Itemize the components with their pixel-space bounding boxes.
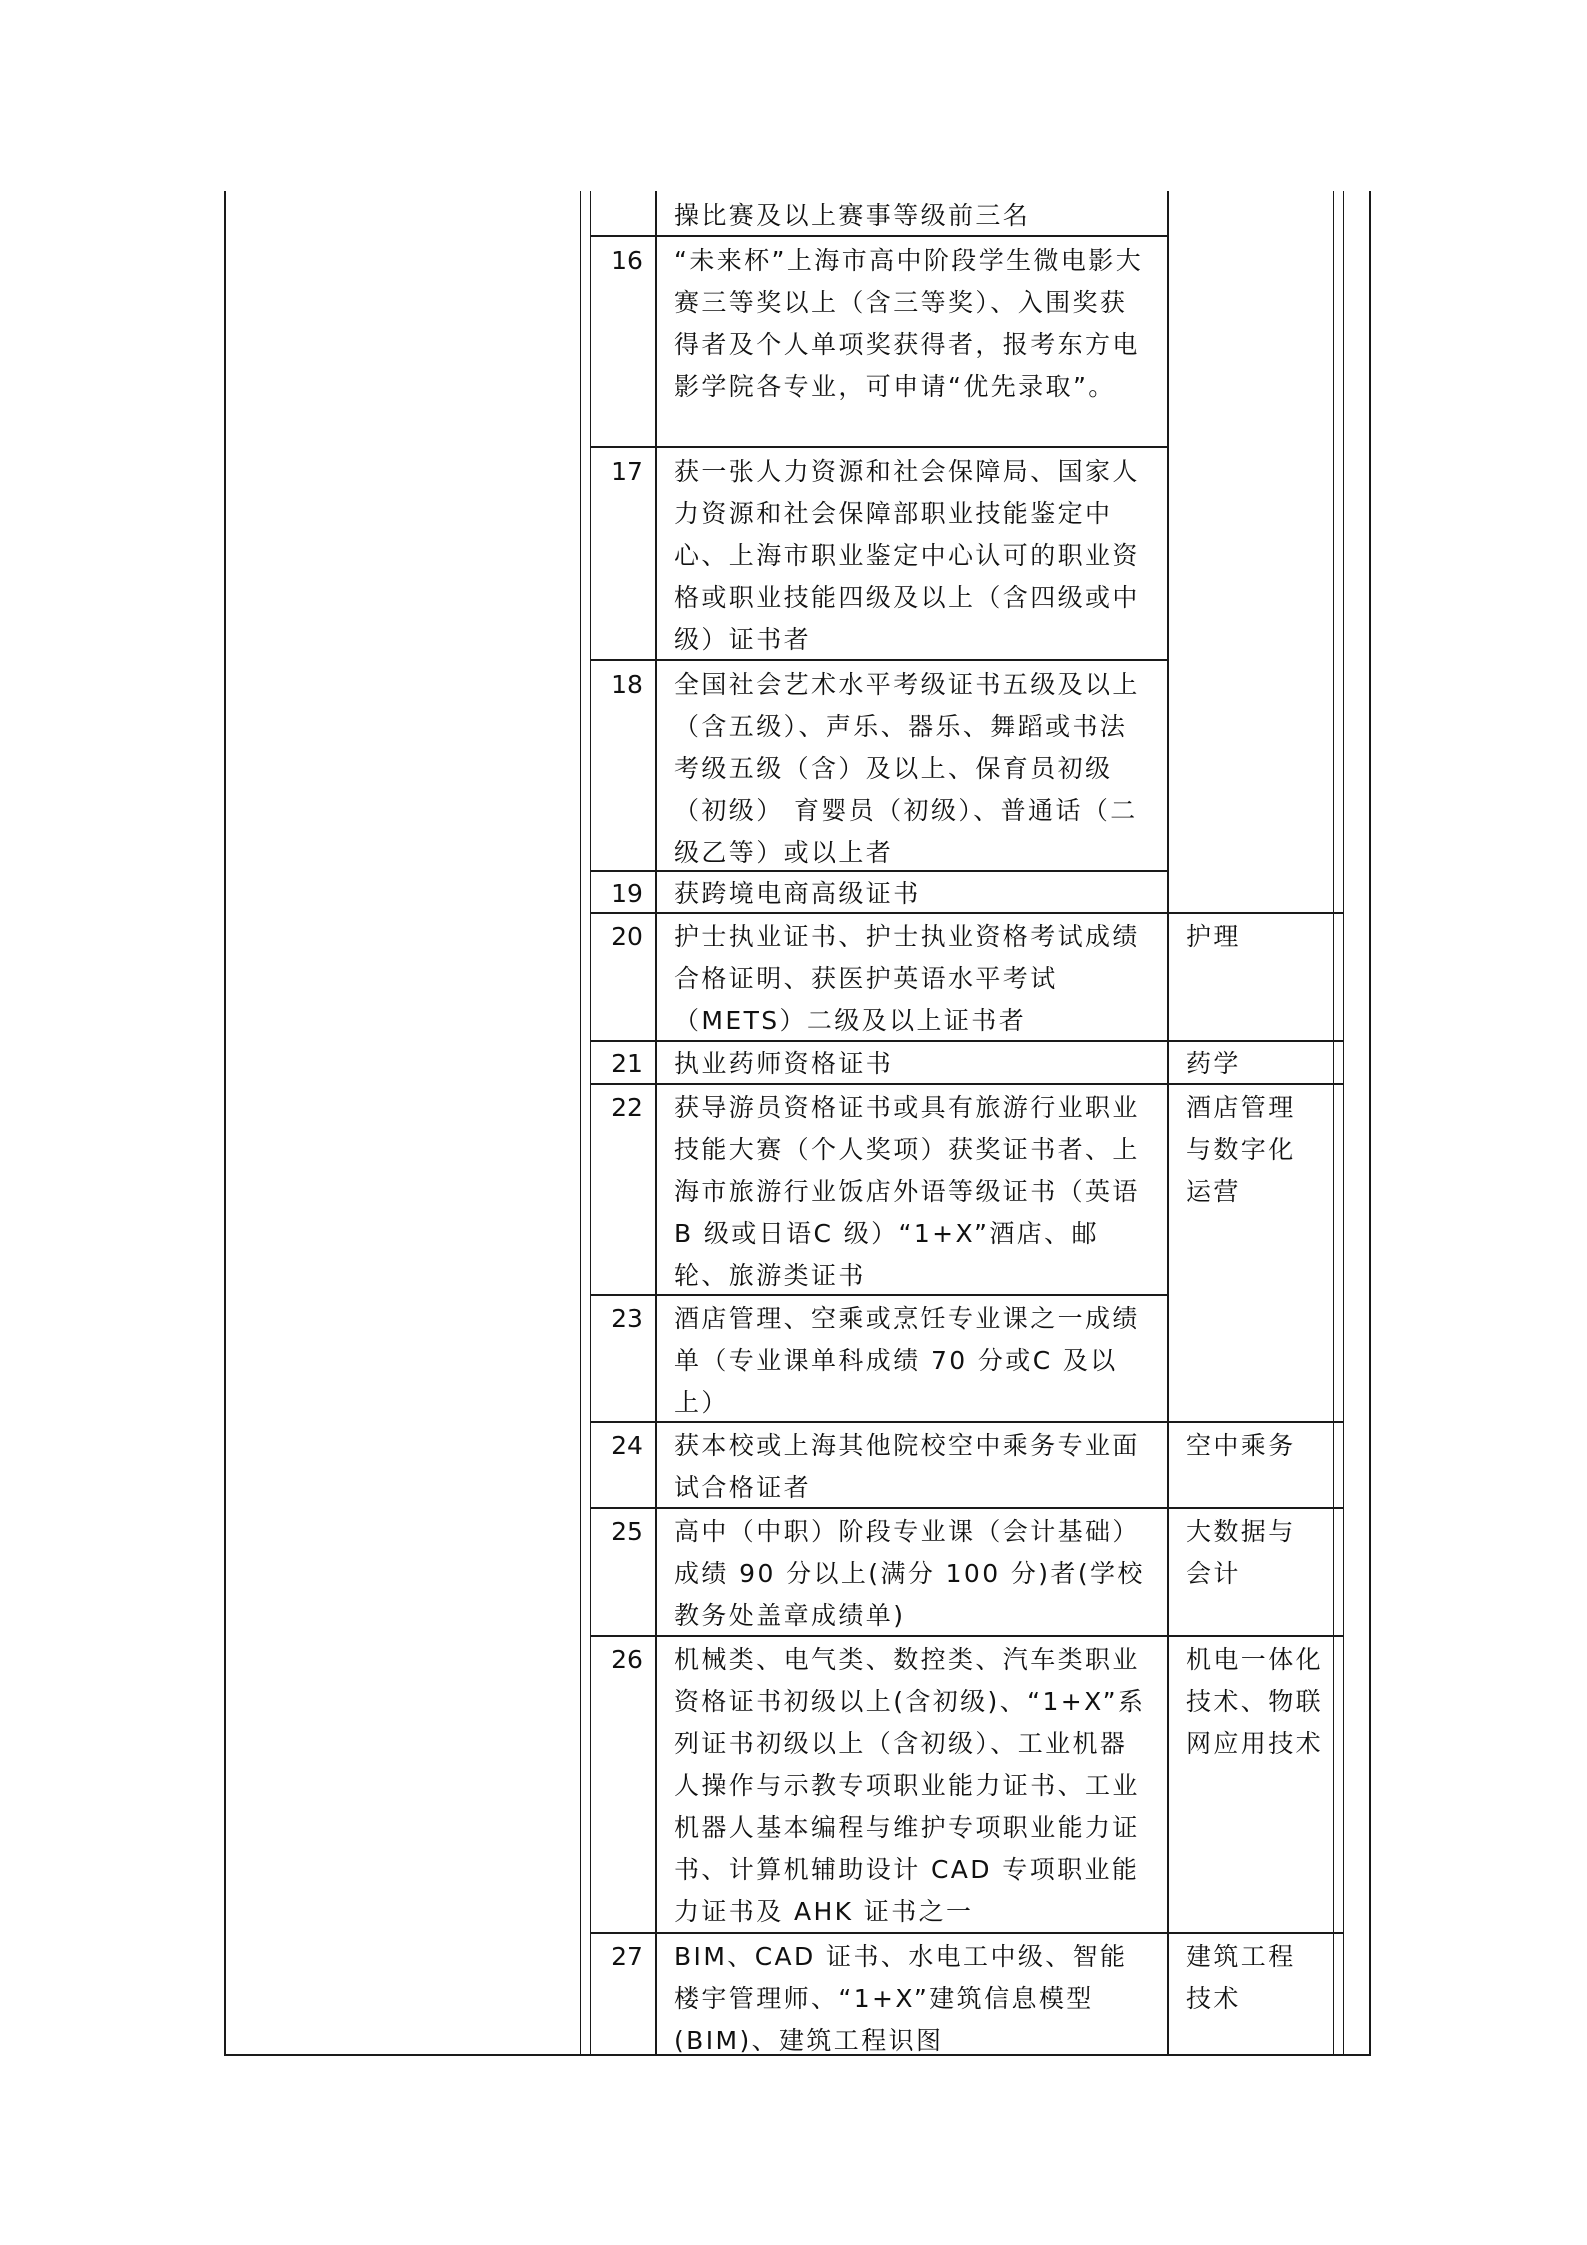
row-number: 24 [611,1431,643,1460]
major-name: 空中乘务 [1186,1431,1296,1460]
row-number: 26 [611,1645,643,1674]
requirement-text: 获一张人力资源和社会保障局、国家人力资源和社会保障部职业技能鉴定中心、上海市职业鉴定中心认可的职业资格或职业技能四级及以上（含四级或中级）证书者 [674,457,1140,654]
row-number: 19 [611,879,643,908]
major-name: 大数据与会计 [1186,1517,1296,1588]
requirement-text: “未来杯”上海市高中阶段学生微电影大赛三等奖以上（含三等奖）、入围奖获得者及个人单项奖获得者，报考东方电影学院各专业，可申请“优先录取”。 [674,246,1144,401]
row-number: 18 [611,670,643,699]
table-left-border [224,191,226,2056]
row-divider [590,446,1169,448]
requirement-text: 高中（中职）阶段专业课（会计基础）成绩 90 分以上(满分 100 分)者(学校教务处盖章成绩单) [674,1517,1145,1630]
row-number: 16 [611,246,643,275]
column-divider [1167,191,1169,2056]
requirement-text: 酒店管理、空乘或烹饪专业课之一成绩单（专业课单科成绩 70 分或C 及以上） [674,1304,1140,1417]
row-number: 22 [611,1093,643,1122]
row-number: 27 [611,1942,643,1971]
column-divider [1333,191,1334,2056]
major-name: 机电一体化技术、物联网应用技术 [1186,1645,1324,1758]
requirement-text: 机械类、电气类、数控类、汽车类职业资格证书初级以上(含初级)、“1+X”系列证书初级以上（含初级）、工业机器人操作与示教专项职业能力证书、工业机器人基本编程与维护专项职业能力证书、计算机辅助设计 CAD 专项职业能力证书及 AHK 证书之一 [674,1645,1146,1926]
requirement-text: 获导游员资格证书或具有旅游行业职业技能大赛（个人奖项）获奖证书者、上海市旅游行业饭店外语等级证书（英语B 级或日语C 级）“1+X”酒店、邮轮、旅游类证书 [674,1093,1140,1290]
row-number: 20 [611,922,643,951]
major-name: 护理 [1186,922,1241,951]
requirement-text: BIM、CAD 证书、水电工中级、智能楼宇管理师、“1+X”建筑信息模型(BIM)、建筑工程识图 [674,1942,1128,2055]
major-name: 药学 [1186,1049,1241,1078]
column-divider [1343,191,1344,2056]
requirement-text: 操比赛及以上赛事等级前三名 [674,201,1031,230]
column-divider [580,191,581,2056]
requirement-text: 获跨境电商高级证书 [674,879,921,908]
row-number: 23 [611,1304,643,1333]
row-number: 25 [611,1517,643,1546]
row-number: 21 [611,1049,643,1078]
requirement-text: 获本校或上海其他院校空中乘务专业面试合格证者 [674,1431,1140,1502]
row-number: 17 [611,457,643,486]
major-name: 酒店管理与数字化运营 [1186,1093,1296,1206]
table-right-border [1369,191,1371,2056]
major-name: 建筑工程技术 [1186,1942,1296,2013]
requirement-text: 全国社会艺术水平考级证书五级及以上（含五级）、声乐、器乐、舞蹈或书法考级五级（含）及以上、保育员初级（初级） 育婴员（初级）、普通话（二级乙等）或以上者 [674,670,1140,867]
requirement-text: 执业药师资格证书 [674,1049,894,1078]
requirement-text: 护士执业证书、护士执业资格考试成绩合格证明、获医护英语水平考试（METS）二级及以上证书者 [674,922,1140,1035]
